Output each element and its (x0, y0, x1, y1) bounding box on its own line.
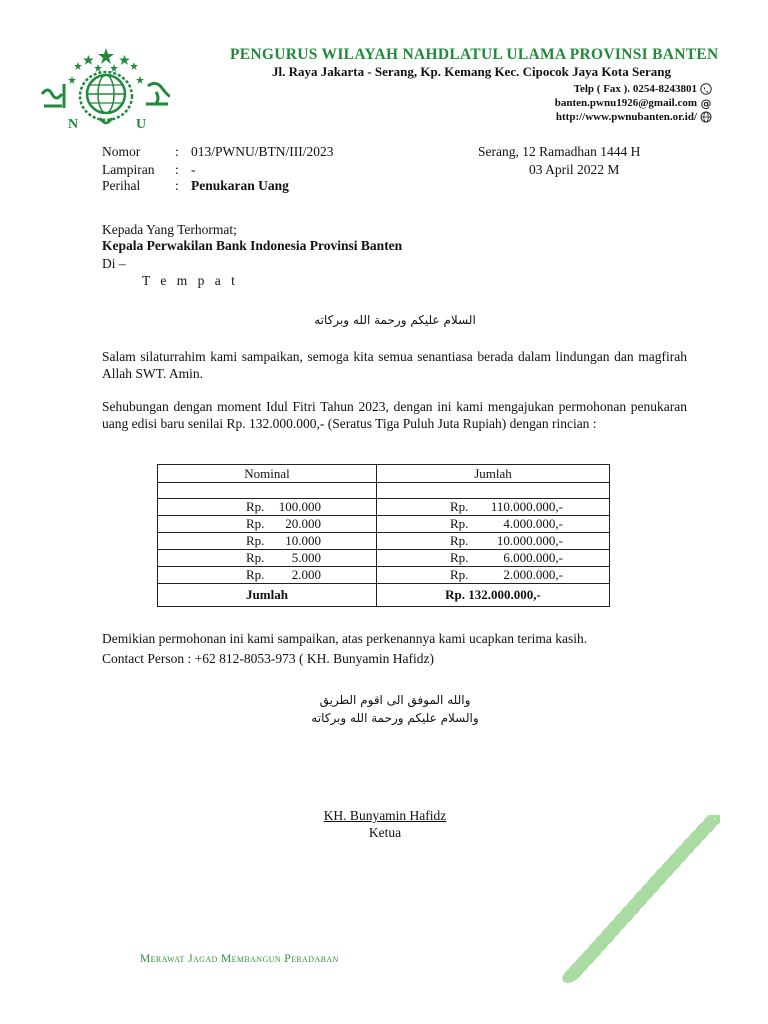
contact-person: Contact Person : +62 812-8053-973 ( KH. Bunyamin Hafidz) (102, 651, 434, 666)
table-row (158, 567, 610, 584)
table-blank-row (158, 483, 610, 499)
cell-jumlah (377, 533, 610, 550)
rincian-table (157, 464, 610, 607)
cell-nominal (158, 550, 377, 567)
date-hijri: Serang, 12 Ramadhan 1444 H (478, 144, 641, 159)
logo-letter-u: U (136, 117, 147, 132)
body-paragraph-2: Sehubungan dengan moment Idul Fitri Tahun 2023, dengan ini kami mengajukan permohonan penukaran uang edisi baru senilai Rp. 132.000.000,- (Seratus Tiga Puluh Juta Rupiah) dengan rincian : (102, 399, 687, 431)
nu-logo (38, 46, 174, 140)
email-line (555, 97, 712, 109)
nomor-label: Nomor (102, 144, 141, 159)
phone-line (574, 83, 712, 95)
nominal-value: 2.000 (291, 567, 321, 582)
phone-icon (700, 83, 712, 95)
currency-label: Rp. (450, 567, 469, 582)
logo-letter-n: N (68, 117, 79, 132)
currency-label: Rp. (246, 499, 265, 514)
footer-motto: Merawat Jagad Membangun Peradaban (140, 953, 339, 965)
cell-nominal (158, 533, 377, 550)
currency-label: Rp. (246, 550, 265, 565)
nominal-value: 5.000 (291, 550, 321, 565)
header-nominal: Nominal (158, 465, 377, 483)
total-value: Rp. 132.000.000,- (377, 584, 610, 607)
body-paragraph-1: Salam silaturrahim kami sampaikan, semoga kita semua senantiasa berada dalam lindungan dan magfirah Allah SWT. Amin. (102, 349, 687, 381)
table-total-row (158, 584, 610, 607)
rope-ornament (545, 815, 720, 985)
jumlah-value: 4.000.000,- (503, 516, 563, 531)
cell-jumlah (377, 499, 610, 516)
organization-address: Jl. Raya Jakarta - Serang, Kp. Kemang Kec. Cipocok Jaya Kota Serang (272, 64, 672, 79)
website-text[interactable]: http://www.pwnubanten.or.id/ (555, 111, 697, 123)
nominal-value: 100.000 (278, 499, 321, 514)
cell-jumlah (377, 516, 610, 533)
lampiran-label: Lampiran (102, 162, 155, 177)
nomor-value: 013/PWNU/BTN/III/2023 (191, 144, 334, 159)
table-row (158, 550, 610, 567)
nominal-value: 20.000 (285, 516, 321, 531)
jumlah-value: 6.000.000,- (503, 550, 563, 565)
cell-nominal (158, 567, 377, 584)
total-label: Jumlah (158, 584, 377, 607)
currency-label: Rp. (246, 567, 265, 582)
globe-icon (700, 111, 712, 123)
svg-text:@: @ (700, 97, 712, 109)
doa-line-1: والله الموفق الى اقوم الطريق (319, 693, 471, 707)
currency-label: Rp. (450, 550, 469, 565)
perihal-colon: : (175, 178, 179, 193)
currency-label: Rp. (246, 533, 265, 548)
cell-jumlah (377, 567, 610, 584)
closing-line: Demikian permohonan ini kami sampaikan, atas perkenannya kami ucapkan terima kasih. (102, 631, 588, 646)
table-row (158, 533, 610, 550)
website-line (556, 111, 712, 123)
recipient-place: T e m p a t (142, 273, 239, 288)
perihal-label: Perihal (102, 178, 141, 193)
cell-nominal (158, 516, 377, 533)
doa-line-2: والسلام عليكم ورحمة الله وبركاته (311, 711, 479, 725)
cell-jumlah (377, 550, 610, 567)
nomor-colon: : (175, 144, 179, 159)
signatory-role: Ketua (368, 825, 402, 840)
currency-label: Rp. (450, 499, 469, 514)
salam-opening: السلام عليكم ورحمة الله وبركاته (314, 313, 476, 327)
recipient-greeting: Kepada Yang Terhormat; (102, 222, 237, 237)
date-masehi: 03 April 2022 M (529, 162, 620, 177)
email-text[interactable]: banten.pwnu1926@gmail.com (554, 97, 697, 109)
table-row (158, 516, 610, 533)
jumlah-value: 110.000.000,- (490, 499, 563, 514)
jumlah-value: 10.000.000,- (496, 533, 563, 548)
header-jumlah: Jumlah (377, 465, 610, 483)
signatory-name: KH. Bunyamin Hafidz (323, 808, 447, 823)
jumlah-value: 2.000.000,- (503, 567, 563, 582)
recipient-name: Kepala Perwakilan Bank Indonesia Provinsi Banten (102, 238, 403, 253)
lampiran-colon: : (175, 162, 179, 177)
table-header-row (158, 465, 610, 483)
currency-label: Rp. (450, 516, 469, 531)
recipient-di: Di – (102, 256, 126, 271)
currency-label: Rp. (450, 533, 469, 548)
cell-nominal (158, 499, 377, 516)
currency-label: Rp. (246, 516, 265, 531)
lampiran-value: - (191, 162, 196, 177)
perihal-value: Penukaran Uang (191, 178, 289, 193)
at-icon (700, 97, 712, 109)
table-row (158, 499, 610, 516)
nominal-value: 10.000 (285, 533, 321, 548)
organization-name: PENGURUS WILAYAH NAHDLATUL ULAMA PROVINSI BANTEN (230, 46, 719, 63)
phone-text: Telp ( Fax ). 0254-8243801 (573, 83, 697, 95)
